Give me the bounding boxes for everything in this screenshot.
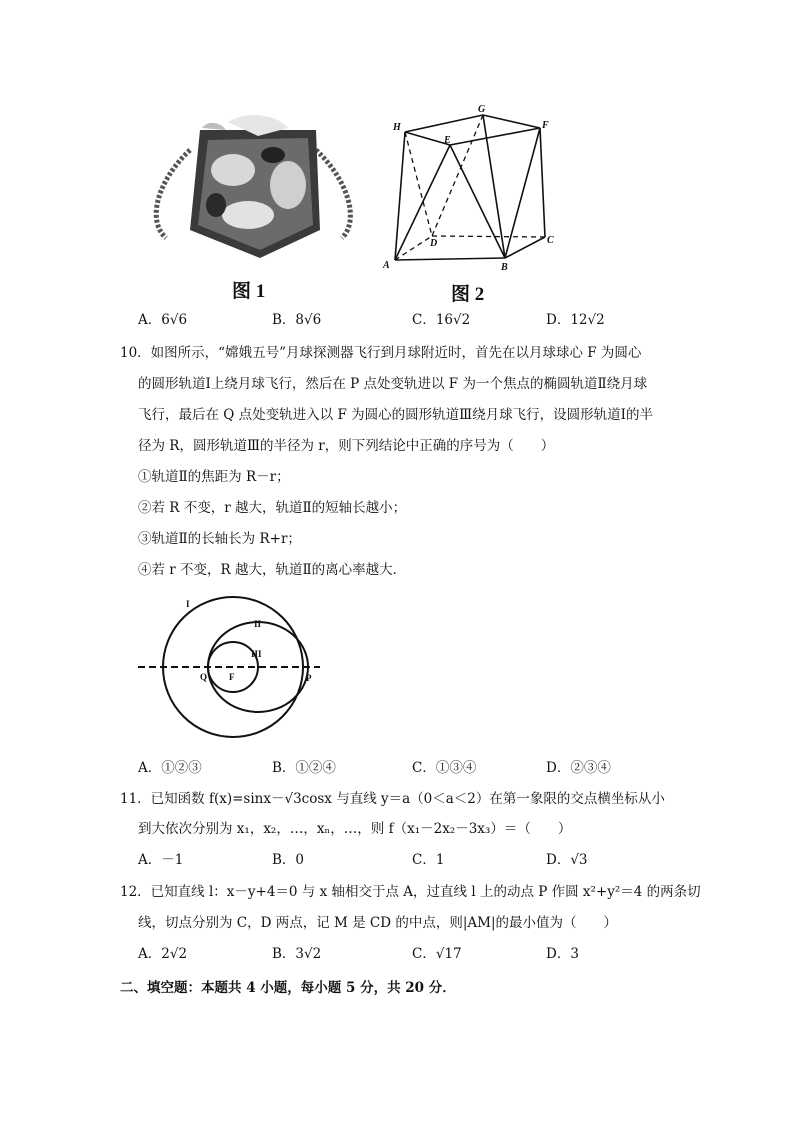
q10-line-4: 径为 R，圆形轨道Ⅲ的半径为 r，则下列结论中正确的序号为（ ）: [138, 438, 555, 454]
q9-option-c[interactable]: C．16√2: [412, 312, 471, 328]
point-label-f: F: [229, 672, 235, 682]
vertex-label-d: D: [430, 238, 438, 249]
vertex-label-f: F: [542, 120, 549, 131]
q10-statement-4: ④若 r 不变，R 越大，轨道Ⅱ的离心率越大．: [138, 562, 407, 578]
q12-line-2: 线，切点分别为 C，D 两点，记 M 是 CD 的中点，则|AM|的最小值为（ ）: [138, 915, 618, 931]
orbit-figure: [138, 595, 323, 745]
vertex-label-c: C: [547, 235, 554, 246]
point-label-p: P: [306, 673, 312, 683]
q11-option-b[interactable]: B．0: [272, 852, 305, 868]
point-label-q: Q: [200, 672, 208, 682]
q11-option-a[interactable]: A．－1: [138, 852, 184, 868]
figure-1-caption: 图 1: [232, 281, 266, 302]
q10-line-1: 10．如图所示，“嫦娥五号”月球探测器飞行到月球附近时，首先在以月球球心 F 为圆心: [120, 345, 642, 361]
q10-option-a[interactable]: A．①②③: [138, 760, 202, 776]
orbit-label-2: II: [254, 619, 262, 629]
q11-option-d[interactable]: D．√3: [546, 852, 588, 868]
q12-option-c[interactable]: C．√17: [412, 946, 462, 962]
vertex-label-h: H: [393, 122, 401, 133]
q9-option-a[interactable]: A．6√6: [138, 312, 188, 328]
orbit-label-1: I: [186, 599, 190, 609]
figure-1-photo: [138, 110, 368, 260]
section-2-heading: 二、填空题：本题共 4 小题，每小题 5 分，共 20 分．: [120, 980, 456, 996]
q10-line-2: 的圆形轨道Ⅰ上绕月球飞行，然后在 P 点处变轨进以 F 为一个焦点的椭圆轨道Ⅱ绕月球: [138, 376, 648, 392]
q12-option-b[interactable]: B．3√2: [272, 946, 322, 962]
vertex-label-e: E: [444, 135, 451, 146]
q10-line-3: 飞行，最后在 Q 点处变轨进入以 F 为圆心的圆形轨道Ⅲ绕月球飞行，设圆形轨道Ⅰ的半: [138, 407, 653, 423]
vertex-label-a: A: [383, 260, 390, 270]
q10-option-b[interactable]: B．①②④: [272, 760, 336, 776]
q12-option-a[interactable]: A．2√2: [138, 946, 188, 962]
q10-option-c[interactable]: C．①③④: [412, 760, 477, 776]
q10-statement-2: ②若 R 不变，r 越大，轨道Ⅱ的短轴长越小；: [138, 500, 407, 516]
figure-2-polyhedron: [380, 100, 570, 270]
q10-option-d[interactable]: D．②③④: [546, 760, 611, 776]
q11-line-1: 11．已知函数 f(x)=sinx－√3cosx 与直线 y＝a（0＜a＜2）在第一象限的交点横坐标从小: [120, 791, 665, 807]
q10-statement-1: ①轨道Ⅱ的焦距为 R－r；: [138, 469, 290, 485]
q11-option-c[interactable]: C．1: [412, 852, 445, 868]
q12-line-1: 12．已知直线 l：x－y+4＝0 与 x 轴相交于点 A，过直线 l 上的动点 P 作圆 x²+y²＝4 的两条切: [120, 884, 701, 900]
q12-option-d[interactable]: D．3: [546, 946, 579, 962]
orbit-label-3: III: [251, 649, 262, 659]
figure-2-caption: 图 2: [451, 284, 485, 305]
vertex-label-g: G: [478, 104, 486, 115]
q9-option-b[interactable]: B．8√6: [272, 312, 322, 328]
q11-line-2: 到大依次分别为 x₁，x₂，…，xₙ，…，则 f（x₁－2x₂－3x₃）＝（ ）: [138, 821, 572, 837]
q9-option-d[interactable]: D．12√2: [546, 312, 605, 328]
q10-statement-3: ③轨道Ⅱ的长轴长为 R+r；: [138, 531, 301, 547]
vertex-label-b: B: [501, 262, 508, 270]
